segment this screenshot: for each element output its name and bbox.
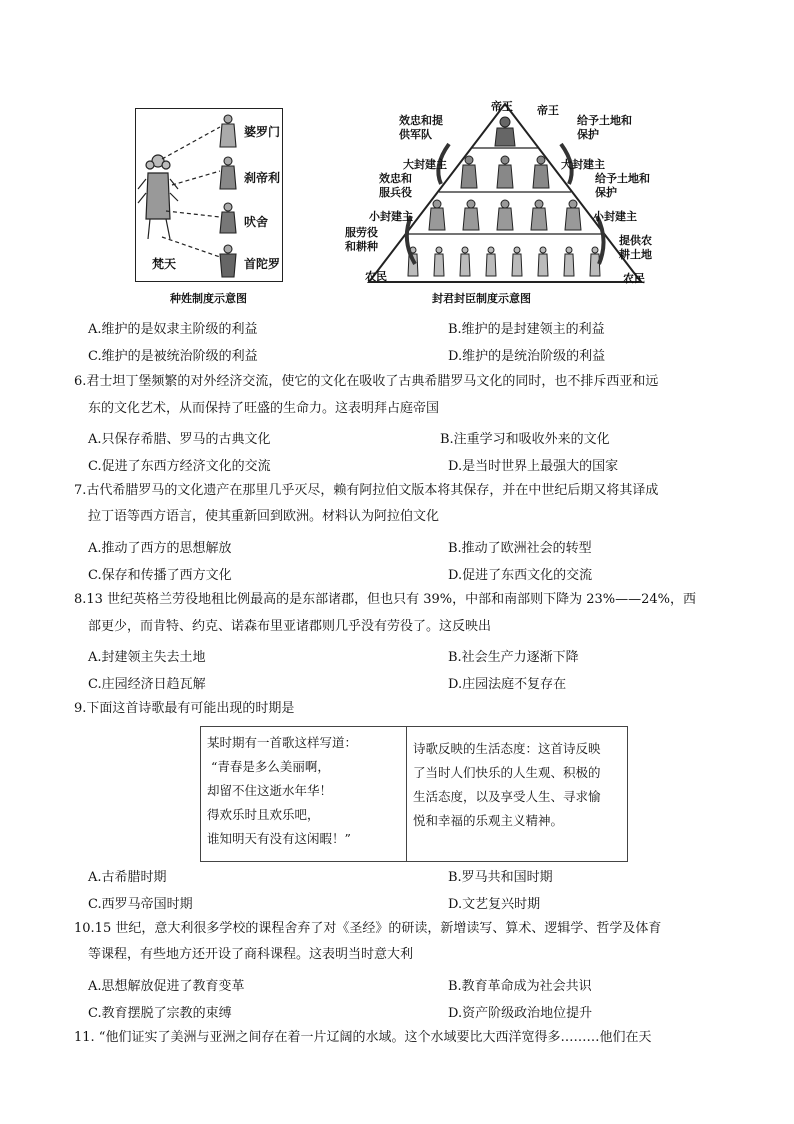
q8-option-a: A.封建领主失去土地	[88, 650, 206, 665]
god-label: 梵天	[152, 257, 177, 271]
feudal-diagram	[345, 100, 665, 290]
give-land-2-label: 给予土地和保护	[595, 172, 650, 199]
caste-vaishya: 吠舍	[244, 215, 269, 229]
labor-service-label: 服劳役和耕种	[345, 226, 378, 253]
q6-stem-line1: 6.君士坦丁堡频繁的对外经济交流，使它的文化在吸收了古典希腊罗马文化的同时，也不排斥西亚和远	[74, 374, 659, 389]
poem-intro: 某时期有一首歌这样写道：	[207, 735, 358, 750]
big-lord-left-label: 大封建主	[403, 158, 447, 171]
emperor-left-label: 帝王	[491, 100, 513, 113]
peasant-right-label: 农民	[623, 272, 645, 285]
q10-stem-line1: 10.15 世纪，意大利很多学校的课程舍弃了对《圣经》的研读，新增读写、算术、逻辑学、哲学及体育	[74, 921, 662, 936]
caste-diagram	[135, 108, 283, 282]
q7-option-b: B.推动了欧洲社会的转型	[448, 541, 592, 556]
poem-line-2: 却留不住这逝水年华！	[207, 783, 333, 798]
give-land-1-label: 给予土地和保护	[577, 114, 632, 141]
q9-poem-table	[200, 726, 628, 862]
peasant-left-label: 农民	[365, 270, 387, 283]
q8-stem-line1: 8.13 世纪英格兰劳役地租比例最高的是东部诸郡，但也只有 39%，中部和南部则下降为 23%——24%，西	[74, 592, 697, 607]
q6-option-c: C.促进了东西方经济文化的交流	[88, 459, 271, 474]
q9-option-a: A.古希腊时期	[88, 870, 167, 885]
loyal-military-label: 效忠和提供军队	[399, 114, 443, 141]
q9-option-b: B.罗马共和国时期	[448, 870, 553, 885]
q7-option-d: D.促进了东西文化的交流	[448, 568, 593, 583]
poem-line-1: “青春是多么美丽啊，	[211, 759, 330, 774]
analysis-line-3: 生活态度，以及享受人生、寻求愉	[413, 789, 601, 804]
q10-option-b: B.教育革命成为社会共识	[448, 979, 592, 994]
q7-option-a: A.推动了西方的思想解放	[88, 541, 232, 556]
q8-stem-line2: 部更少，而肯特、约克、诺森布里亚诸郡则几乎没有劳役了。这反映出	[88, 619, 492, 634]
q8-option-c: C.庄园经济日趋瓦解	[88, 677, 206, 692]
q6-option-a: A.只保存希腊、罗马的古典文化	[88, 432, 271, 447]
q5-option-b: B.维护的是封建领主的利益	[448, 322, 605, 337]
poem-line-3: 得欢乐时且欢乐吧，	[207, 807, 320, 822]
provide-farmland-label: 提供农耕土地	[619, 234, 652, 261]
feudal-caption: 封君封臣制度示意图	[432, 292, 531, 305]
q7-stem-line2: 拉丁语等西方语言，使其重新回到欧洲。材料认为阿拉伯文化	[88, 509, 440, 524]
q7-option-c: C.保存和传播了西方文化	[88, 568, 232, 583]
q10-option-c: C.教育摆脱了宗教的束缚	[88, 1006, 232, 1021]
analysis-line-2: 了当时人们快乐的人生观、积极的	[413, 765, 601, 780]
q10-option-a: A.思想解放促进了教育变革	[88, 979, 245, 994]
q9-stem: 9.下面这首诗歌最有可能出现的时期是	[74, 701, 295, 716]
q5-option-c: C.维护的是被统治阶级的利益	[88, 349, 258, 364]
big-lord-right-label: 大封建主	[561, 158, 605, 171]
q9-option-c: C.西罗马帝国时期	[88, 897, 193, 912]
small-lord-right-label: 小封建主	[593, 210, 637, 223]
q10-stem-line2: 等课程，有些地方还开设了商科课程。这表明当时意大利	[88, 947, 414, 962]
analysis-cell	[407, 727, 628, 862]
caste-shudra: 首陀罗	[244, 257, 281, 271]
q6-stem-line2: 东的文化艺术，从而保持了旺盛的生命力。这表明拜占庭帝国	[88, 401, 440, 416]
q7-stem-line1: 7.古代希腊罗马的文化遗产在那里几乎灭尽，赖有阿拉伯文版本将其保存，并在中世纪后期又将其译成	[74, 483, 659, 498]
q10-option-d: D.资产阶级政治地位提升	[448, 1006, 593, 1021]
emperor-right-label: 帝王	[537, 104, 559, 117]
q8-option-b: B.社会生产力逐渐下降	[448, 650, 579, 665]
loyal-service-label: 效忠和服兵役	[379, 172, 412, 199]
caste-caption: 种姓制度示意图	[170, 292, 247, 305]
small-lord-left-label: 小封建主	[369, 210, 413, 223]
caste-kshatriya: 刹帝利	[244, 171, 281, 185]
poem-cell	[201, 727, 407, 862]
q5-option-d: D.维护的是统治阶级的利益	[448, 349, 606, 364]
analysis-line-1: 诗歌反映的生活态度：这首诗反映	[413, 741, 601, 756]
caste-brahmin: 婆罗门	[244, 125, 281, 139]
analysis-line-4: 悦和幸福的乐观主义精神。	[413, 813, 564, 828]
q9-option-d: D.文艺复兴时期	[448, 897, 541, 912]
q11-stem-line1: 11. “他们证实了美洲与亚洲之间存在着一片辽阔的水域。这个水域要比大西洋宽得多………他们在天	[74, 1030, 652, 1045]
q5-option-a: A.维护的是奴隶主阶级的利益	[88, 322, 258, 337]
q6-option-d: D.是当时世界上最强大的国家	[448, 459, 619, 474]
q6-option-b: B.注重学习和吸收外来的文化	[440, 432, 610, 447]
q8-option-d: D.庄园法庭不复存在	[448, 677, 567, 692]
poem-line-4: 谁知明天有没有这闲暇！”	[207, 831, 351, 846]
